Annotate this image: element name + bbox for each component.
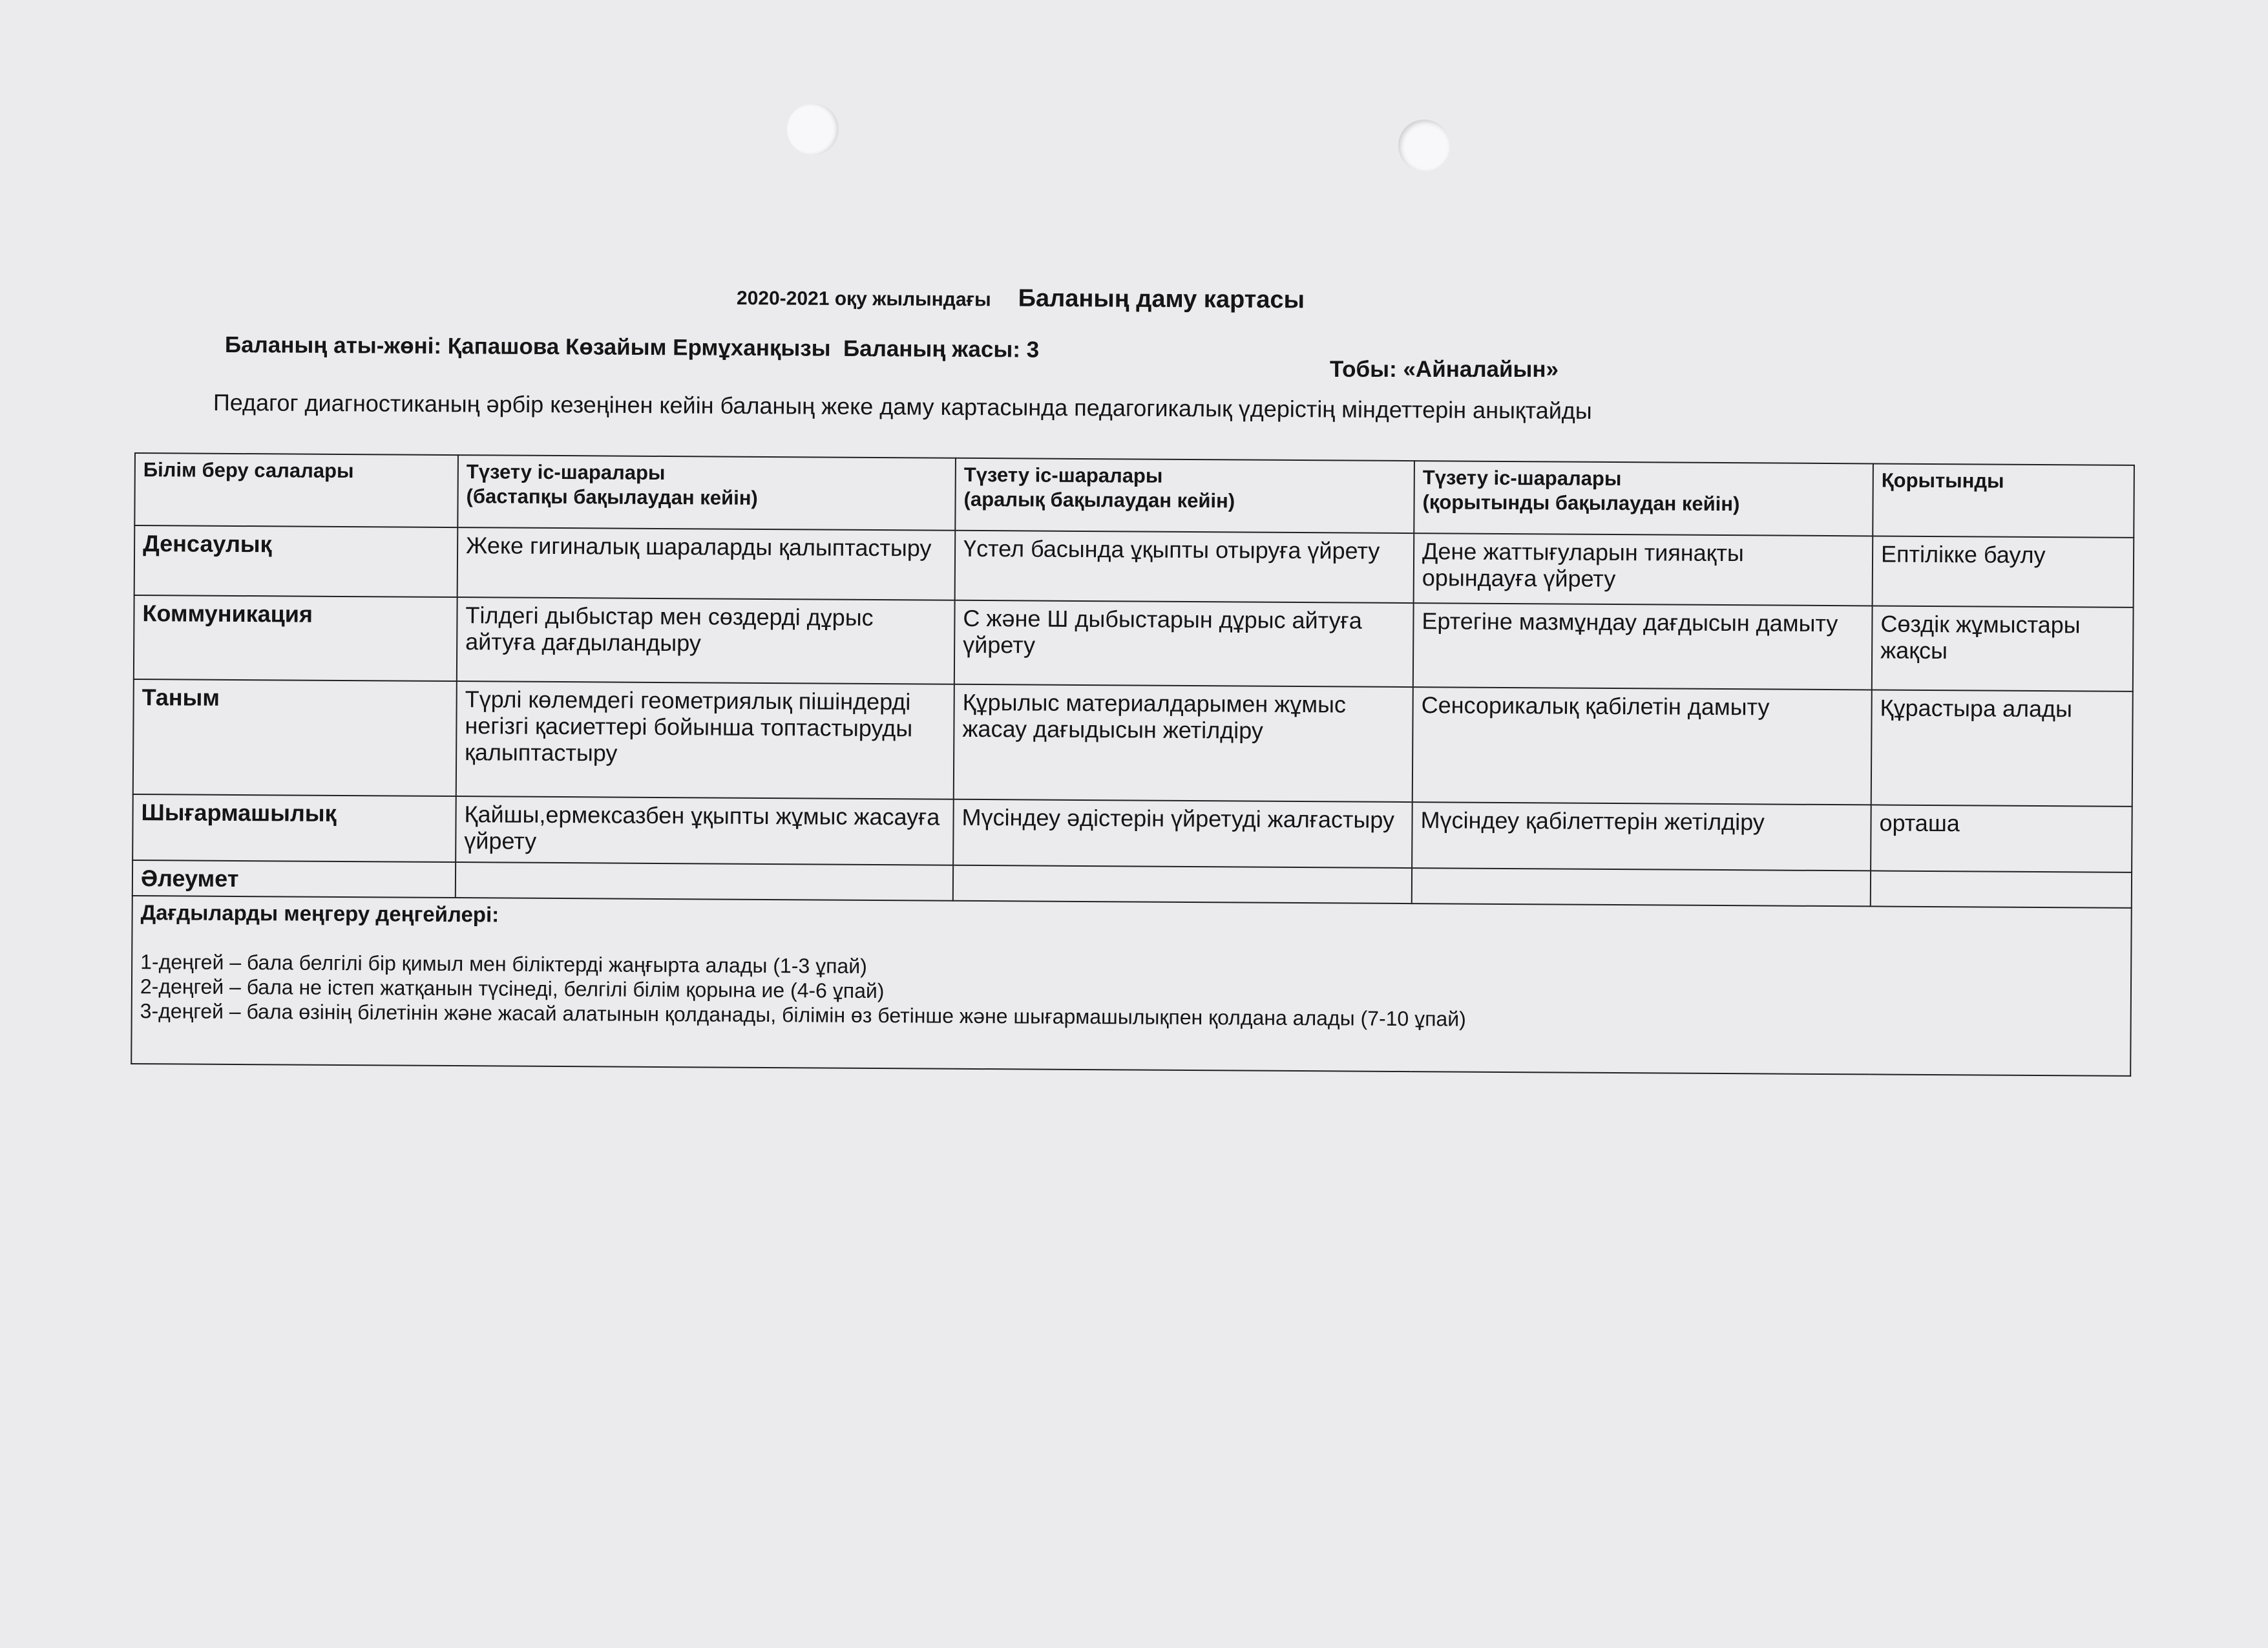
area-cell: Коммуникация (134, 595, 457, 681)
table-row (133, 679, 2133, 807)
conclusion-cell: орташа (1871, 805, 2132, 872)
development-table (131, 452, 2135, 1077)
initial-cell: Түрлі көлемдегі геометриялық пішіндерді негізгі қасиеттері бойынша топтастыруды қалыптастыру (456, 681, 954, 799)
final-cell: Мүсіндеу қабілеттерін жетілдіру (1412, 802, 1871, 871)
conclusion-cell (1871, 871, 2132, 907)
header-cell-intermediate: Түзету іс-шаралары (аралық бақылаудан кейін) (955, 458, 1414, 533)
header-cell-areas: Білім беру салалары (134, 453, 458, 527)
punch-hole (1398, 120, 1450, 171)
punch-hole (787, 103, 839, 155)
group-name: «Айналайын» (1403, 357, 1559, 382)
initial-cell: Қайшы,ермексазбен ұқыпты жұмыс жасауға үйрету (456, 796, 954, 865)
level-item: 2-деңгей – бала не істеп жатқанын түсінеді, белгілі білім қорына ие (4-6 ұпай) (140, 975, 885, 1003)
table-row (132, 794, 2132, 872)
document-title (737, 283, 1305, 314)
area-cell: Денсаулық (134, 525, 458, 597)
header-cell-conclusion: Қорытынды (1873, 463, 2134, 537)
intermediate-cell: Мүсіндеу әдістерін үйретуді жалғастыру (953, 799, 1412, 868)
child-age: 3 (1026, 337, 1040, 363)
title-year: 2020-2021 оқу жылындағы (736, 288, 991, 311)
intermediate-cell: Үстел басында ұқыпты отыруға үйрету (955, 531, 1414, 603)
title-main: Баланың даму картасы (1018, 284, 1305, 314)
area-cell: Таным (133, 679, 457, 796)
final-cell: Ертегіне мазмұндау дағдысын дамыту (1413, 603, 1873, 690)
final-cell: Сенсорикалық қабілетін дамыту (1412, 687, 1872, 805)
header-cell-final: Түзету іс-шаралары (қорытынды бақылаудан кейін) (1414, 461, 1873, 536)
level-item: 3-деңгей – бала өзінің білетінін және жасай алатынын қолданады, білімін өз бетінше және шығармашылықпен қолдана алады (7-10 ұпай) (140, 999, 1466, 1031)
header-row (134, 453, 2134, 538)
final-cell: Дене жаттығуларын тиянақты орындауға үйрету (1414, 533, 1873, 606)
child-group (1330, 357, 1559, 383)
levels-title: Дағдыларды меңгеру деңгейлері: (140, 900, 499, 927)
levels-cell (131, 896, 2132, 1076)
table-row (134, 525, 2134, 607)
table-row (134, 595, 2134, 692)
intro-text: Педагог диагностиканың әрбір кезеңінен кейін баланың жеке даму картасында педагогикалық үдерістің міндеттерін анықтайды (213, 389, 1592, 425)
initial-cell: Тілдегі дыбыстар мен сөздерді дұрыс айтуға дағдыландыру (457, 597, 955, 684)
conclusion-cell: Сөздік жұмыстары жақсы (1872, 606, 2134, 691)
final-cell (1412, 868, 1871, 906)
child-name-label: Баланың аты-жөні: (224, 332, 442, 359)
conclusion-cell: Ептілікке баулу (1873, 536, 2134, 607)
levels-row (131, 896, 2132, 1076)
initial-cell (456, 862, 953, 901)
area-cell: Шығармашылық (132, 794, 456, 862)
child-age-label: Баланың жасы: (843, 335, 1021, 363)
child-info (225, 332, 1039, 363)
intermediate-cell: С және Ш дыбыстарын дұрыс айтуға үйрету (954, 600, 1414, 687)
intermediate-cell: Құрылыс материалдарымен жұмыс жасау дағыдысын жетілдіру (954, 684, 1413, 802)
level-item: 1-деңгей – бала белгілі бір қимыл мен біліктерді жаңғырта алады (1-3 ұпай) (140, 950, 867, 978)
child-name: Қапашова Көзайым Ермұханқызы (447, 333, 831, 361)
conclusion-cell: Құрастыра алады (1871, 690, 2133, 806)
header-cell-initial: Түзету іс-шаралары (бастапқы бақылаудан кейін) (457, 455, 956, 531)
initial-cell: Жеке гигиналық шараларды қалыптастыру (457, 527, 956, 600)
group-label: Тобы: (1330, 357, 1397, 382)
intermediate-cell (953, 865, 1412, 903)
area-cell: Әлеумет (132, 860, 456, 898)
